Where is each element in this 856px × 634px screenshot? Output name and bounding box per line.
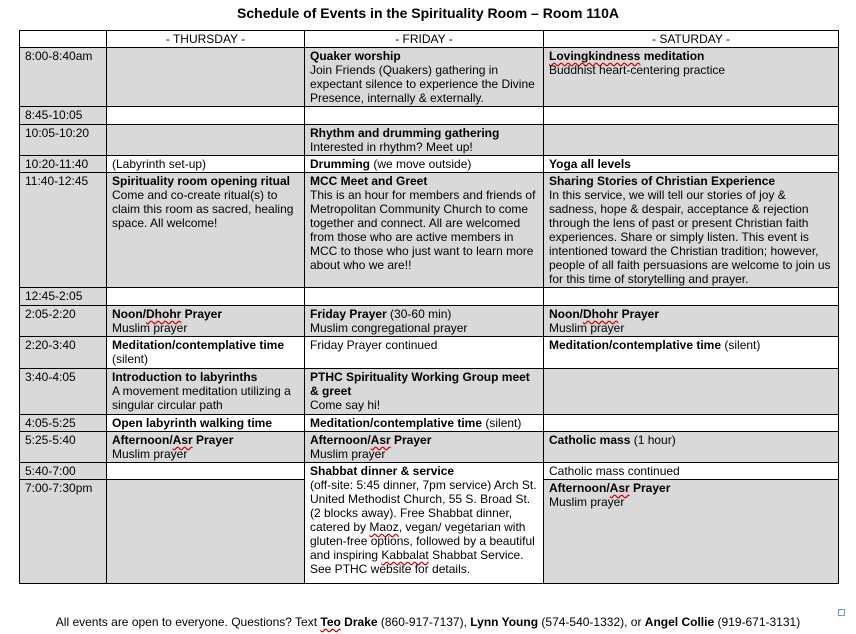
- saturday-cell: [544, 48, 839, 107]
- event-title: [310, 307, 538, 321]
- schedule-table: [19, 30, 839, 584]
- contact-phone: (919-671-3131): [714, 615, 801, 629]
- title-part: Dhohr: [583, 307, 619, 321]
- event-note: (we move outside): [370, 157, 472, 171]
- contact-phone: (574-540-1332), or: [538, 615, 645, 629]
- friday-cell: [305, 463, 544, 584]
- title-part: Asr: [172, 433, 193, 447]
- desc-part: Kabbalat: [381, 548, 429, 562]
- title-part: Dhohr: [146, 307, 182, 321]
- desc-part: , vegan/ vegetarian with gluten-free options, followed by a beautiful and inspiring: [310, 520, 535, 562]
- saturday-cell: [544, 480, 839, 584]
- thursday-cell: [107, 369, 305, 415]
- time-cell: 8:45-10:05: [20, 107, 107, 125]
- thursday-cell: [107, 48, 305, 107]
- thursday-header: - THURSDAY -: [107, 31, 305, 48]
- title-part: Asr: [609, 481, 630, 495]
- thursday-cell: [107, 125, 305, 156]
- table-row: [20, 173, 839, 288]
- title-part: Afternoon/: [310, 433, 371, 447]
- time-cell: 10:05-10:20: [20, 125, 107, 156]
- friday-cell: [305, 415, 544, 432]
- event-description: Muslim prayer: [310, 447, 386, 461]
- title-part: Prayer: [192, 433, 234, 447]
- event-description: Muslim prayer: [549, 495, 625, 509]
- event-title: Introduction to labyrinths: [112, 370, 258, 384]
- event-description: Muslim prayer: [112, 447, 188, 461]
- thursday-cell: [107, 306, 305, 337]
- table-row: [20, 432, 839, 463]
- event-description: Come and co-create ritual(s) to claim this room as sacred, healing space. All welcome!: [112, 188, 294, 230]
- friday-header: - FRIDAY -: [305, 31, 544, 48]
- event-text: Friday Prayer continued: [310, 338, 438, 352]
- saturday-header: - SATURDAY -: [544, 31, 839, 48]
- event-title: Meditation/contemplative time: [112, 338, 285, 352]
- event-description: [310, 478, 538, 576]
- event-description: In this service, we will tell our stories of joy & sadness, hope & despair, acceptance & rejection through the lens of past or present Christian faith experiences. Share or simply listen. This event is intentioned toward the Christian tradition; however, people of all faith persuasions are welcome to join us for this time of storytelling and prayer.: [549, 188, 831, 286]
- saturday-cell: [544, 156, 839, 173]
- title-part: (30-60 min): [386, 307, 452, 321]
- time-cell: 2:20-3:40: [20, 337, 107, 369]
- event-note: (silent): [721, 338, 761, 352]
- event-text: Catholic mass continued: [549, 464, 680, 478]
- thursday-cell: [107, 156, 305, 173]
- event-title: Rhythm and drumming gathering: [310, 126, 500, 140]
- friday-cell: [305, 337, 544, 369]
- thursday-cell: [107, 463, 305, 480]
- saturday-cell: [544, 337, 839, 369]
- event-description: Interested in rhythm? Meet up!: [310, 140, 473, 154]
- contact-name: Drake: [340, 615, 378, 629]
- event-description: Join Friends (Quakers) gathering in expectant silence to experience the Divine Presence, internally & externally.: [310, 63, 535, 105]
- title-part: Prayer: [181, 307, 223, 321]
- desc-part: Maoz: [369, 520, 399, 534]
- friday-cell: [305, 125, 544, 156]
- thursday-cell: [107, 337, 305, 369]
- time-cell: 5:40-7:00: [20, 463, 107, 480]
- thursday-cell: [107, 432, 305, 463]
- event-description: Come say hi!: [310, 398, 381, 412]
- title-part: Noon/: [112, 307, 146, 321]
- event-description: Buddhist heart-centering practice: [549, 63, 726, 77]
- time-cell: 10:20-11:40: [20, 156, 107, 173]
- footer-intro: All events are open to everyone. Questions? Text: [55, 615, 321, 629]
- friday-cell: [305, 173, 544, 288]
- title-part: Asr: [370, 433, 391, 447]
- time-cell: 5:25-5:40: [20, 432, 107, 463]
- event-text: (Labyrinth set-up): [112, 157, 207, 171]
- title-part: Afternoon/: [549, 481, 610, 495]
- time-cell: 12:45-2:05: [20, 288, 107, 306]
- desc-part: (off-site: 5:45 dinner, 7pm service) Arch St. United Methodist Church, 55 S. Broad St. (2 blocks away). Free Shabbat dinner, catered by: [310, 478, 537, 534]
- table-row: [20, 415, 839, 432]
- friday-cell: [305, 288, 544, 306]
- event-description: Muslim prayer: [549, 321, 625, 335]
- time-cell: 2:05-2:20: [20, 306, 107, 337]
- event-title: Yoga all levels: [549, 157, 631, 171]
- saturday-cell: [544, 432, 839, 463]
- event-description: This is an hour for members and friends of Metropolitan Community Church to come together and connect. All are welcomed from those who are active members in MCC to those who just want to learn more about who we are!!: [310, 188, 536, 272]
- thursday-cell: [107, 415, 305, 432]
- event-title: Drumming: [310, 157, 370, 171]
- footer-contact: [0, 615, 856, 629]
- saturday-cell: [544, 125, 839, 156]
- table-row: [20, 107, 839, 125]
- friday-cell: [305, 156, 544, 173]
- title-part: Noon/: [549, 307, 583, 321]
- contact-name: Angel Collie: [644, 615, 715, 629]
- table-row: [20, 48, 839, 107]
- saturday-cell: [544, 369, 839, 415]
- event-title: [112, 307, 299, 321]
- event-note: (1 hour): [630, 433, 676, 447]
- event-title: MCC Meet and Greet: [310, 174, 428, 188]
- corner-header: [20, 31, 107, 48]
- desc-part: Shabbat Service. See PTHC website for details.: [310, 548, 524, 576]
- event-note: (silent): [482, 416, 522, 430]
- title-part: Friday Prayer: [310, 307, 387, 321]
- event-title: [549, 49, 833, 63]
- saturday-cell: [544, 107, 839, 125]
- event-title: Open labyrinth walking time: [112, 416, 273, 430]
- saturday-cell: [544, 415, 839, 432]
- event-title: Catholic mass: [549, 433, 631, 447]
- table-row: [20, 156, 839, 173]
- event-description: Muslim prayer: [112, 321, 188, 335]
- event-title: Sharing Stories of Christian Experience: [549, 174, 776, 188]
- time-cell: 4:05-5:25: [20, 415, 107, 432]
- event-title: PTHC Spirituality Working Group meet & greet: [310, 370, 530, 398]
- event-description: A movement meditation utilizing a singular circular path: [112, 384, 291, 412]
- header-row: [20, 31, 839, 48]
- time-cell: 11:40-12:45: [20, 173, 107, 288]
- event-title: Quaker worship: [310, 49, 401, 63]
- title-part: Lovingkindness: [549, 49, 641, 63]
- table-row: [20, 306, 839, 337]
- saturday-cell: [544, 306, 839, 337]
- table-row: [20, 337, 839, 369]
- friday-cell: [305, 48, 544, 107]
- friday-cell: [305, 369, 544, 415]
- resize-handle-icon[interactable]: [838, 609, 845, 616]
- event-title: [549, 307, 833, 321]
- title-part: Prayer: [390, 433, 432, 447]
- contact-name: Teo: [320, 615, 341, 629]
- friday-cell: [305, 432, 544, 463]
- friday-cell: [305, 306, 544, 337]
- title-part: Prayer: [618, 307, 660, 321]
- title-part: meditation: [640, 49, 705, 63]
- table-row: [20, 125, 839, 156]
- thursday-cell: [107, 480, 305, 584]
- event-title: Meditation/contemplative time: [310, 416, 483, 430]
- page-title: Schedule of Events in the Spirituality Room – Room 110A: [237, 5, 619, 21]
- thursday-cell: [107, 288, 305, 306]
- time-cell: 7:00-7:30pm: [20, 480, 107, 584]
- table-row: [20, 463, 839, 480]
- event-description: Muslim congregational prayer: [310, 321, 468, 335]
- event-title: Shabbat dinner & service: [310, 464, 455, 478]
- time-cell: 8:00-8:40am: [20, 48, 107, 107]
- event-title: [549, 481, 833, 495]
- title-part: Afternoon/: [112, 433, 173, 447]
- time-cell: 3:40-4:05: [20, 369, 107, 415]
- thursday-cell: [107, 107, 305, 125]
- friday-cell: [305, 107, 544, 125]
- event-description: (silent): [112, 352, 149, 366]
- saturday-cell: [544, 288, 839, 306]
- event-title: Meditation/contemplative time: [549, 338, 722, 352]
- thursday-cell: [107, 173, 305, 288]
- saturday-cell: [544, 173, 839, 288]
- saturday-cell: [544, 463, 839, 480]
- event-title: [112, 433, 299, 447]
- title-part: Prayer: [629, 481, 671, 495]
- event-title: [310, 433, 538, 447]
- contact-name: Lynn Young: [470, 615, 539, 629]
- table-row: [20, 369, 839, 415]
- event-title: Spirituality room opening ritual: [112, 174, 291, 188]
- table-row: [20, 288, 839, 306]
- contact-phone: (860-917-7137),: [377, 615, 471, 629]
